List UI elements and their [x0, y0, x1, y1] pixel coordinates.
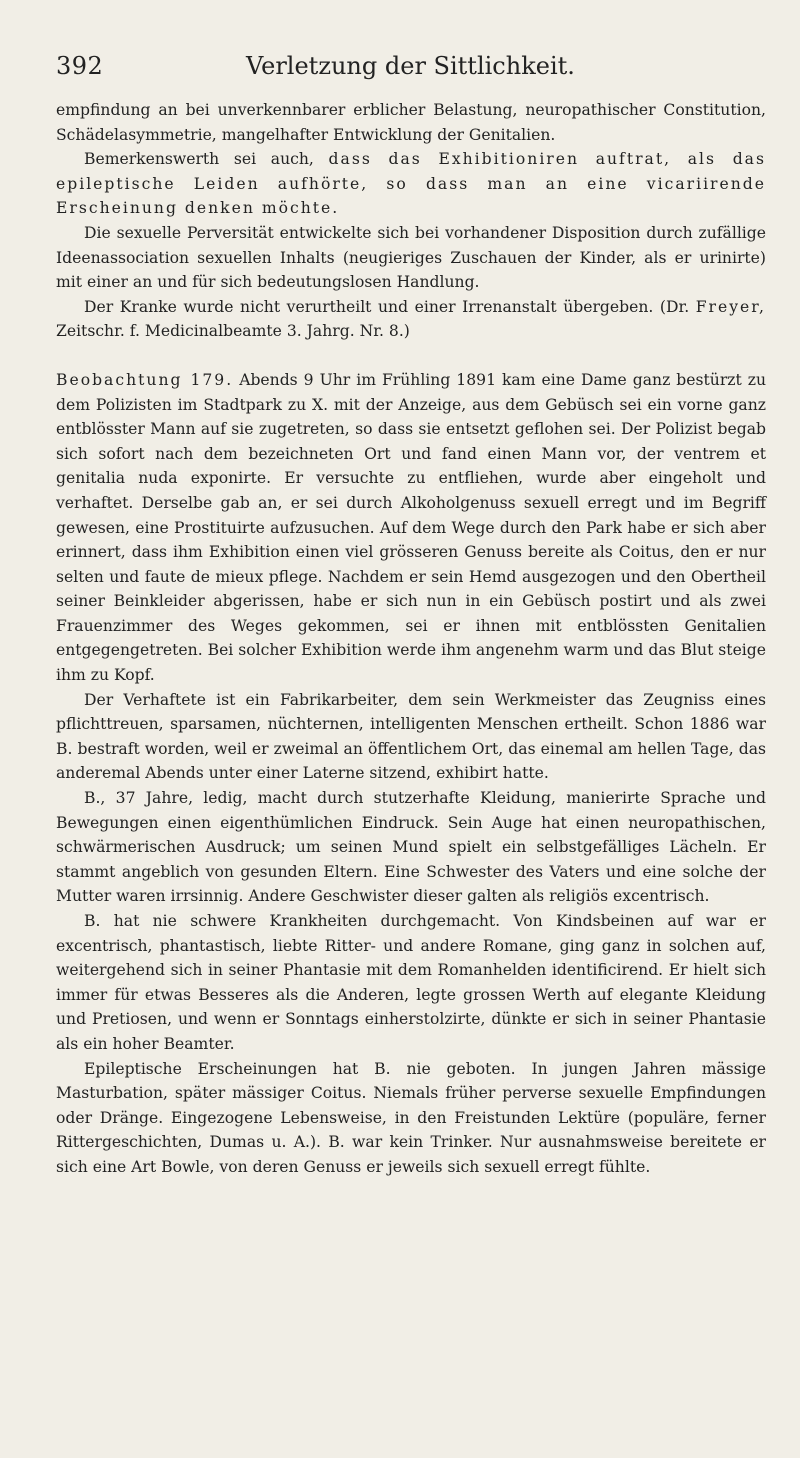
paragraph-2-emphasis: dass das Exhibitioniren auftrat, als das epileptische Leiden aufhörte, so dass man an eine vicariirende Erscheinung denken möchte. — [56, 150, 766, 218]
running-head: Verletzung der Sittlichkeit. — [246, 52, 575, 80]
citation-source: Zeitschr. f. Medicinalbeamte 3. Jahrg. Nr. 8.) — [56, 322, 410, 341]
paragraph-2-lead: Bemerkenswerth sei auch, — [84, 150, 314, 169]
page-number: 392 — [56, 52, 104, 80]
paragraph-4-lead: Der Kranke wurde nicht verurtheilt und einer Irrenanstalt übergeben. (Dr. — [84, 297, 690, 316]
paragraph-4 — [56, 295, 766, 344]
observation-text: Abends 9 Uhr im Frühling 1891 kam eine Dame ganz bestürzt zu dem Polizisten im Stadtpark zu X. mit der Anzeige, aus dem Gebüsch sei ein vorne ganz entblösster Mann auf sie zugetreten, so dass sie entsetzt geflohen sei. Der Polizist begab sich sofort nach dem bezeichneten Ort und fand einen Mann vor, der ventrem et genitalia nuda exponirte. Er versuchte zu entfliehen, wurde aber eingeholt und verhaftet. Derselbe gab an, er sei durch Alkoholgenuss sexuell erregt und im Begriff gewesen, eine Prostituirte aufzusuchen. Auf dem Wege durch den Park habe er sich aber erinnert, dass ihm Exhibition einen viel grösseren Genuss bereite als Coitus, den er nur selten und faute de mieux pflege. Nachdem er sein Hemd ausgezogen und den Obertheil seiner Beinkleider abgerissen, habe er sich nun in ein Gebüsch postirt und als zwei Frauenzimmer des Weges gekommen, sei er ihnen mit entblössten Genitalien entgegengetreten. Bei solcher Exhibition werde ihm angenehm warm und das Blut steige ihm zu Kopf. — [56, 370, 766, 685]
paragraph-2 — [56, 147, 766, 221]
paragraph-9: Epileptische Erscheinungen hat B. nie geboten. In jungen Jahren mässige Masturbation, später mässiger Coitus. Niemals früher perverse sexuelle Empfindungen oder Dränge. Eingezogene Lebensweise, in den Freistunden Lektüre (populäre, ferner Rittergeschichten, Dumas u. A.). B. war kein Trinker. Nur ausnahmsweise bereitete er sich eine Art Bowle, von deren Genuss er jeweils sich sexuell erregt fühlte. — [56, 1059, 766, 1176]
paragraph-6: Der Verhaftete ist ein Fabrikarbeiter, dem sein Werkmeister das Zeugniss eines pflichttreuen, sparsamen, nüchternen, intelligenten Menschen ertheilt. Schon 1886 war B. bestraft worden, weil er zweimal an öffentlichem Ort, das einemal am hellen Tage, das anderemal Abends unter einer Laterne sitzend, exhibirt hatte. — [56, 690, 766, 783]
paragraph-3: Die sexuelle Perversität entwickelte sich bei vorhandener Disposition durch zufällige Ideenassociation sexuellen Inhalts (neugieriges Zuschauen der Kinder, als er urinirte) mit einer an und für sich bedeutungslosen Handlung. — [56, 223, 766, 292]
observation-label: Beobachtung 179. — [56, 370, 234, 389]
paragraph-8: B. hat nie schwere Krankheiten durchgemacht. Von Kindsbeinen auf war er excentrisch, phantastisch, liebte Ritter- und andere Romane, ging ganz in solchen auf, weitergehend sich in seiner Phantasie mit dem Romanhelden identificirend. Er hielt sich immer für etwas Besseres als die Anderen, legte grossen Werth auf elegante Kleidung und Pretiosen, und wenn er Sonntags einherstolzirte, dünkte er sich in seiner Phantasie als ein hoher Beamter. — [56, 912, 766, 1053]
page-header — [56, 52, 766, 86]
paragraph-7: B., 37 Jahre, ledig, macht durch stutzerhafte Kleidung, manierirte Sprache und Bewegungen einen eigenthümlichen Eindruck. Sein Auge hat einen neuropathischen, schwärmerischen Ausdruck; um seinen Mund spielt ein selbstgefälliges Lächeln. Er stammt angeblich von gesunden Eltern. Eine Schwester des Vaters und eine solche der Mutter waren irrsinnig. Andere Geschwister dieser galten als religiös excentrisch. — [56, 789, 766, 906]
paragraph-1: empfindung an bei unverkennbarer erblicher Belastung, neuropathischer Constitution, Schädelasymmetrie, mangelhafter Entwicklung der Genitalien. — [56, 101, 766, 144]
citation-author: Freyer, — [695, 297, 766, 316]
body-text — [56, 98, 766, 1180]
observation-179 — [56, 368, 766, 688]
